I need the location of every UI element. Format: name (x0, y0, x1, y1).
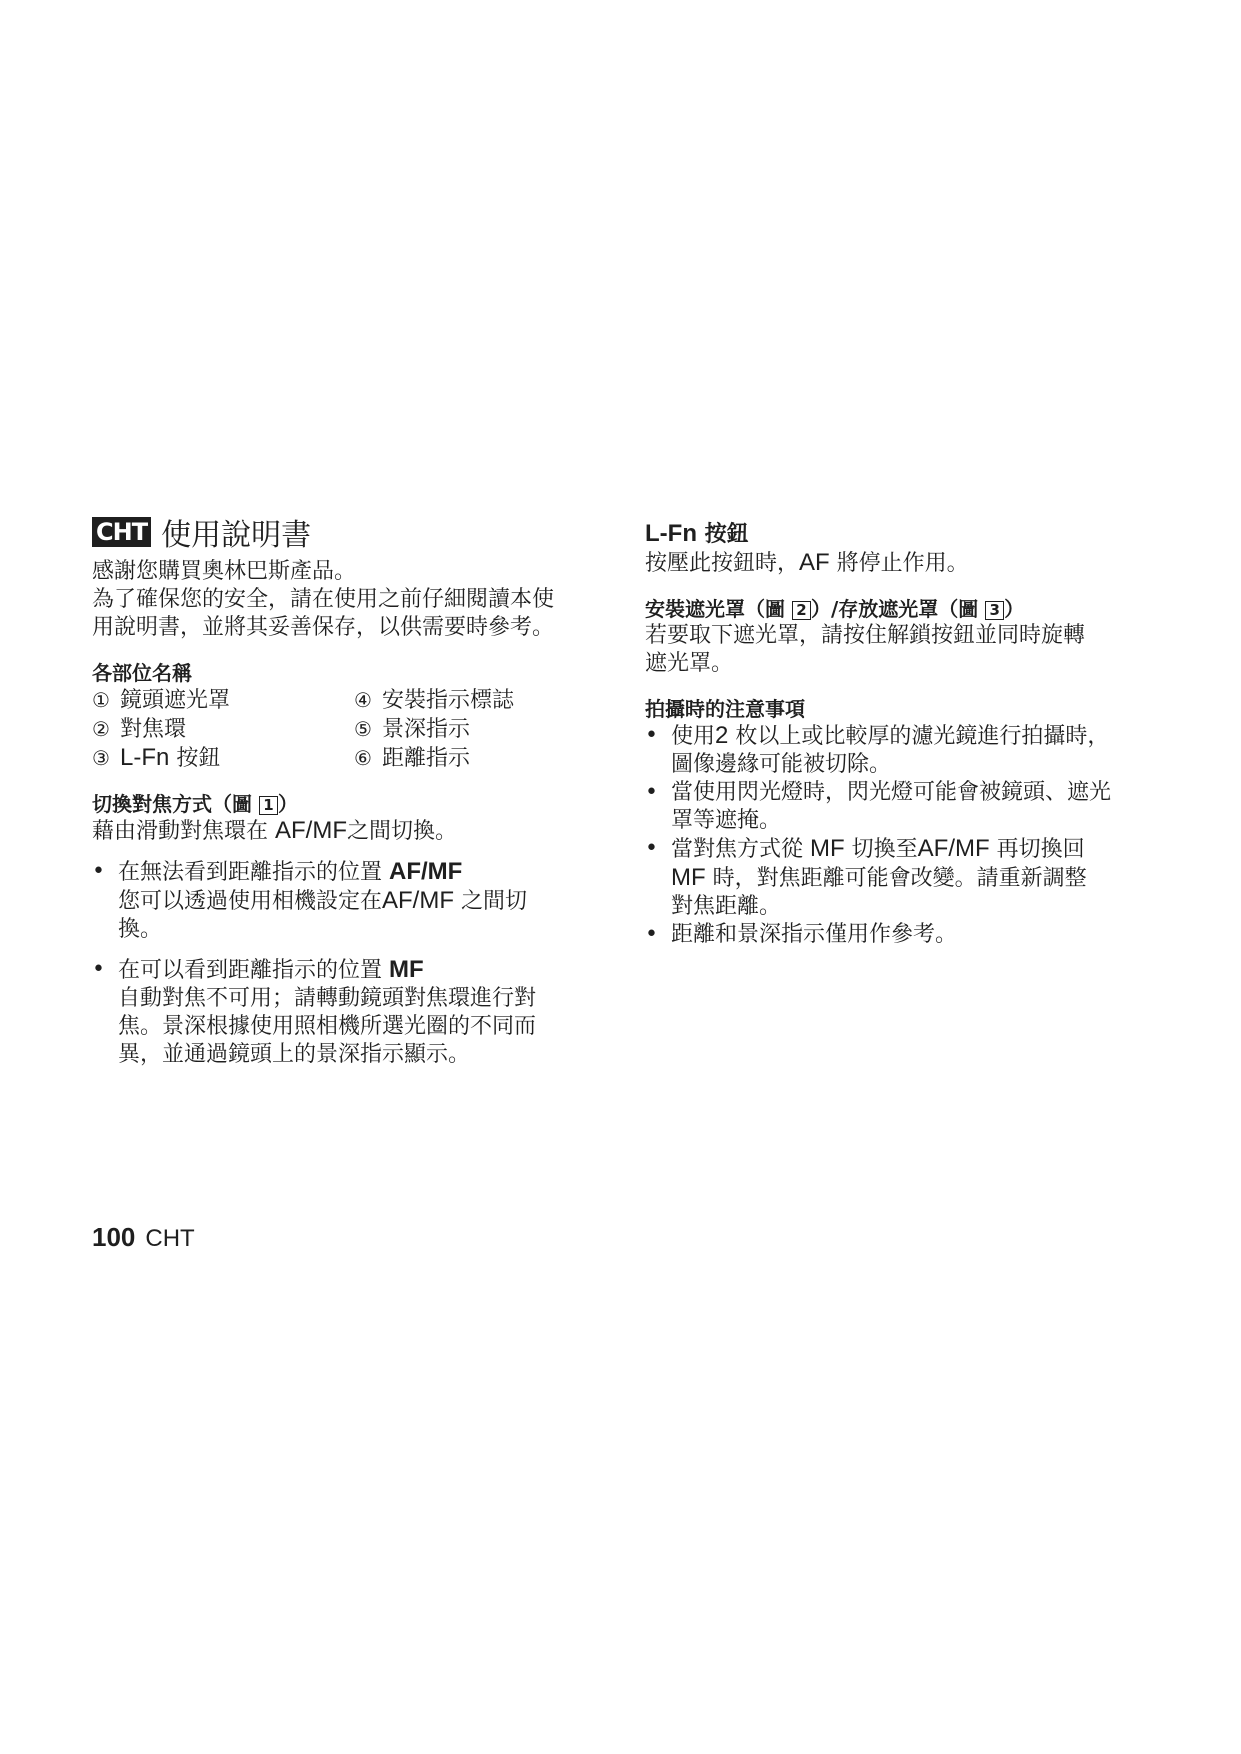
part-item-4: ④ 安裝指示標誌 (354, 688, 515, 713)
notes-bullet-1: • 使用2 枚以上或比較厚的濾光鏡進行拍攝時， 圖像邊緣可能被切除。 (645, 722, 1110, 777)
hood-text-1: 若要取下遮光罩，請按住解鎖按鈕並同時旋轉 (645, 623, 1086, 648)
part-item-1: ① 鏡頭遮光罩 (92, 688, 231, 713)
figure-ref-1: 1 (259, 796, 278, 815)
notes-bullet-4: • 距離和景深指示僅用作參考。 (645, 922, 958, 947)
hood-heading: 安裝遮光罩（圖 2 ）/存放遮光罩（圖 3 ） (645, 597, 1025, 621)
notes-heading: 拍攝時的注意事項 (645, 697, 805, 721)
page-footer (92, 1222, 195, 1253)
part-item-3: ③ L-Fn 按鈕 (92, 744, 221, 771)
parts-list (92, 686, 612, 773)
part-item-2: ② 對焦環 (92, 717, 187, 742)
title-row (92, 512, 612, 552)
bullet-dot: • (645, 836, 658, 861)
right-column (645, 520, 1165, 949)
left-column (92, 512, 612, 1069)
focus-bullet-2: • 在可以看到距離指示的位置 MF 自動對焦不可用；請轉動鏡頭對焦環進行對 焦。景深根據使用照相機所選光圈的不同而 異，並通過鏡頭上的景深指示顯示。 (92, 956, 537, 1067)
notes-bullet-2: • 當使用閃光燈時，閃光燈可能會被鏡頭、遮光 罩等遮掩。 (645, 780, 1112, 833)
focus-bullet-1: • 在無法看到距離指示的位置 AF/MF 您可以透過使用相機設定在AF/MF 之間切 換。 (92, 858, 528, 942)
bullet-dot: • (645, 780, 658, 805)
parts-heading: 各部位名稱 (92, 661, 192, 685)
intro-line-2: 為了確保您的安全，請在使用之前仔細閱讀本使 (92, 587, 555, 612)
part-item-6: ⑥ 距離指示 (354, 746, 471, 771)
hood-text-2: 遮光罩。 (645, 651, 734, 676)
figure-ref-2: 2 (792, 601, 811, 620)
page-language: CHT (145, 1225, 195, 1252)
page-number: 100 (92, 1222, 136, 1252)
intro-line-3: 用說明書，並將其妥善保存，以供需要時參考。 (92, 615, 555, 640)
bullet-dot: • (645, 922, 658, 947)
focus-mode-text: 藉由滑動對焦環在 AF/MF之間切換。 (92, 817, 458, 844)
language-badge: CHT (92, 517, 151, 547)
bullet-dot: • (92, 859, 105, 884)
notes-bullet-3: • 當對焦方式從 MF 切換至AF/MF 再切換回 MF 時，對焦距離可能會改變。請重新調整 對焦距離。 (645, 835, 1087, 919)
lfn-heading: L-Fn 按鈕 (645, 520, 749, 547)
page-title: 使用說明書 (161, 518, 312, 553)
lfn-text: 按壓此按鈕時，AF 將停止作用。 (645, 549, 969, 576)
focus-mode-heading: 切換對焦方式（圖 1 ） (92, 792, 298, 816)
part-item-5: ⑤ 景深指示 (354, 717, 471, 742)
bullet-dot: • (645, 723, 658, 748)
bullet-dot: • (92, 957, 105, 982)
intro-line-1: 感謝您購買奧林巴斯產品。 (92, 559, 357, 584)
figure-ref-3: 3 (985, 601, 1004, 620)
